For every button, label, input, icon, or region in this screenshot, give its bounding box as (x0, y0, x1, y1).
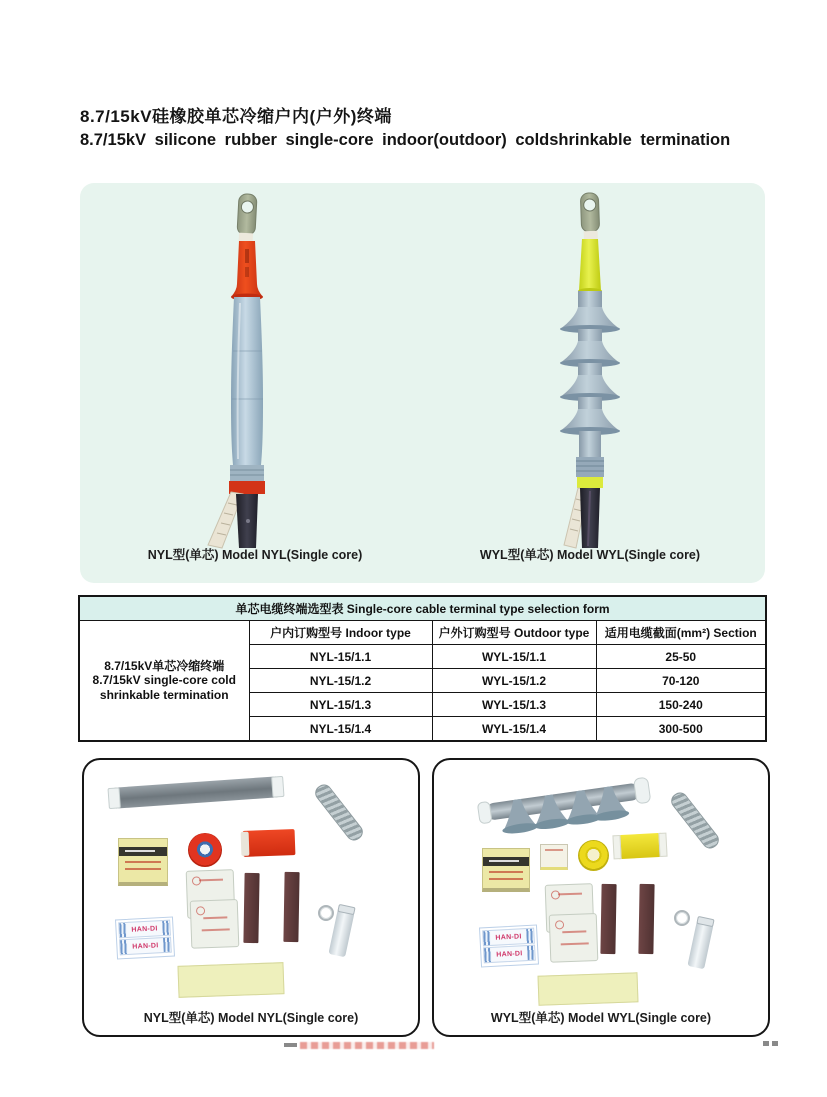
nyl-cable (236, 494, 258, 548)
roll-end-cap (658, 833, 667, 857)
col-header-indoor: 户内订购型号 Indoor type (249, 621, 432, 645)
cell-indoor: NYL-15/1.3 (249, 693, 432, 717)
cell-section: 25-50 (596, 645, 766, 669)
nyl-photo-caption: NYL型(单芯) Model NYL(Single core) (147, 548, 363, 562)
nyl-kit-box (82, 758, 420, 1037)
cell-indoor: NYL-15/1.2 (249, 669, 432, 693)
footer-text-cutoff-dark (284, 1043, 297, 1047)
row-header-en2: shrinkable termination (99, 687, 229, 702)
wyl-sealing-sleeve (578, 239, 602, 294)
kit-abrasive-strip (283, 872, 299, 942)
handi-packet (119, 937, 172, 956)
cell-section: 150-240 (596, 693, 766, 717)
table-title: 单芯电缆终端选型表 Single-core cable terminal type selection form (79, 596, 766, 621)
wipe-text-line (561, 942, 589, 945)
wyl-skirted-insulator (560, 291, 620, 477)
page-title-zh: 8.7/15kV硅橡胶单芯冷缩户内(户外)终端 (80, 107, 392, 126)
cell-outdoor: WYL-15/1.4 (432, 717, 596, 742)
kit-red-tape-roll (188, 833, 222, 867)
cell-outdoor: WYL-15/1.2 (432, 669, 596, 693)
nyl-kit-caption: NYL型(单芯) Model NYL(Single core) (143, 1011, 359, 1025)
wipe-text-line (199, 879, 223, 882)
wyl-termination-photo (505, 191, 675, 549)
kit-small-box (540, 844, 568, 870)
tube-end-cap (271, 776, 284, 798)
kit-cleaning-wipes (545, 883, 596, 963)
kit-sealant-pad (538, 972, 639, 1005)
kit-red-mastic-roll (243, 829, 296, 857)
handi-label: HAN-DI (496, 949, 523, 959)
nyl-sealing-sleeve (231, 241, 263, 301)
wipe-packet (190, 899, 240, 949)
kit-skirted-termination-body (473, 760, 656, 844)
handi-label: HAN-DI (132, 941, 159, 951)
kit-metal-ring (674, 910, 690, 926)
kit-grease-tube (687, 921, 713, 970)
nyl-insulator-tube (230, 297, 264, 481)
box-red-line (125, 868, 161, 870)
table-row-header (79, 621, 249, 742)
page-number-cutoff (763, 1041, 778, 1046)
page-title-en: 8.7/15kV silicone rubber single-core indoor(outdoor) coldshrinkable termination (80, 131, 731, 149)
grease-tube-cap (337, 904, 355, 915)
handi-packet (482, 928, 535, 947)
cell-indoor: NYL-15/1.1 (249, 645, 432, 669)
type-selection-table (78, 595, 767, 742)
nyl-lug (237, 194, 258, 244)
cell-section: 70-120 (596, 669, 766, 693)
kit-abrasive-strip (243, 873, 259, 943)
box-red-line (125, 861, 161, 863)
termination-photo-panel (80, 183, 765, 583)
wyl-photo-caption: WYL型(单芯) Model WYL(Single core) (479, 548, 701, 562)
wyl-kit-box (432, 758, 770, 1037)
kit-support-spiral (668, 789, 722, 851)
wyl-kit-caption: WYL型(单芯) Model WYL(Single core) (490, 1011, 712, 1025)
handi-label: HAN-DI (131, 924, 158, 934)
col-header-outdoor: 户外订购型号 Outdoor type (432, 621, 596, 645)
nyl-lower-red-band (229, 481, 265, 494)
nyl-termination-photo (162, 191, 332, 549)
kit-cleaning-wipes (186, 869, 237, 949)
wipe-stamp (555, 920, 564, 929)
handi-packet (483, 945, 536, 964)
kit-cold-shrink-tube (111, 776, 280, 809)
box-red-line (489, 878, 524, 880)
kit-yellow-box (482, 848, 530, 892)
row-header-en1: 8.7/15kV single-core cold (92, 673, 236, 688)
cell-outdoor: WYL-15/1.1 (432, 645, 596, 669)
wyl-cable (580, 488, 600, 548)
kit-yellow-mastic-roll (615, 833, 664, 859)
wipe-packet (549, 913, 599, 963)
wyl-lower-yellow-band (577, 477, 603, 488)
cell-section: 300-500 (596, 717, 766, 742)
kit-yellow-tape-roll (578, 840, 609, 871)
wipe-text-line (203, 916, 227, 919)
wipe-text-line (558, 893, 582, 896)
wipe-stamp (196, 906, 205, 915)
roll-end-cap (612, 835, 621, 859)
kit-metal-ring (318, 905, 334, 921)
box-red-line (489, 871, 524, 873)
kit-handi-packets (479, 925, 539, 968)
kit-yellow-box (118, 838, 168, 886)
kit-support-spiral (312, 781, 366, 843)
box-red-line (545, 849, 563, 851)
kit-sealant-pad (177, 962, 284, 998)
tube-end-cap (107, 787, 120, 809)
cell-indoor: NYL-15/1.4 (249, 717, 432, 742)
wyl-lug (580, 193, 600, 241)
wipe-text-line (202, 928, 230, 931)
box-label-band (119, 847, 167, 856)
kit-handi-packets (115, 917, 175, 960)
handi-label: HAN-DI (495, 932, 522, 942)
col-header-section: 适用电缆截面(mm²) Section (596, 621, 766, 645)
handi-packet (118, 920, 171, 939)
wipe-text-line (562, 930, 586, 933)
grease-tube-cap (696, 916, 714, 927)
cell-outdoor: WYL-15/1.3 (432, 693, 596, 717)
box-label-band (483, 857, 529, 866)
kit-abrasive-strip (600, 884, 616, 954)
row-header-zh: 8.7/15kV单芯冷缩终端 (104, 658, 225, 673)
footer-text-cutoff-red (300, 1042, 434, 1049)
kit-abrasive-strip (638, 884, 654, 954)
roll-end-cap (241, 832, 250, 856)
